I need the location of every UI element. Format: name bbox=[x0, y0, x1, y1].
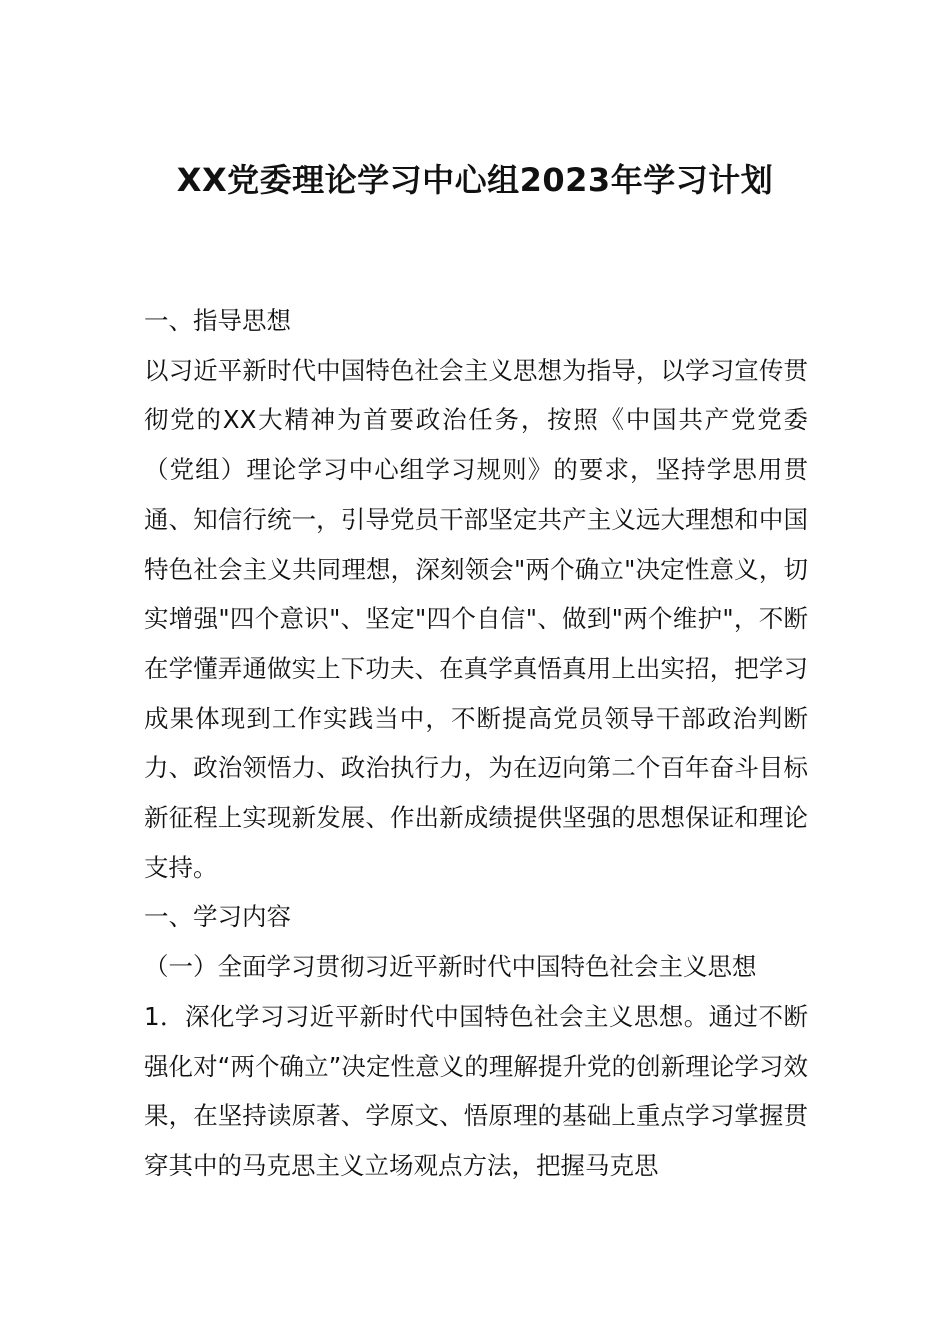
subsection-heading: （一）全面学习贯彻习近平新时代中国特色社会主义思想 bbox=[144, 952, 757, 982]
document-title: XX党委理论学习中心组2023年学习计划 bbox=[176, 161, 774, 199]
document-body bbox=[144, 296, 808, 1191]
section-heading-study-content: 一、学习内容 bbox=[144, 902, 291, 932]
paragraph-guiding-ideology: 以习近平新时代中国特色社会主义思想为指导，以学习宣传贯彻党的XX大精神为首要政治任务，按照《中国共产党党委（党组）理论学习中心组学习规则》的要求，坚持学思用贯通、知信行统一，引导党员干部坚定共产主义远大理想和中国特色社会主义共同理想，深刻领会"两个确立"决定性意义，切实增强"四个意识"、坚定"四个自信"、做到"两个维护"，不断在学懂弄通做实上下功夫、在真学真悟真用上出实招，把学习成果体现到工作实践当中，不断提高党员领导干部政治判断力、政治领悟力、政治执行力，为在迈向第二个百年奋斗目标新征程上实现新发展、作出新成绩提供坚强的思想保证和理论支持。 bbox=[144, 355, 808, 882]
paragraph-study-item-1: 1．深化学习习近平新时代中国特色社会主义思想。通过不断强化对“两个确立”决定性意义的理解提升党的创新理论学习效果，在坚持读原著、学原文、悟原理的基础上重点学习掌握贯穿其中的马克思主义立场观点方法，把握马克思 bbox=[144, 1001, 808, 1180]
section-heading-guiding-ideology: 一、指导思想 bbox=[144, 306, 291, 335]
